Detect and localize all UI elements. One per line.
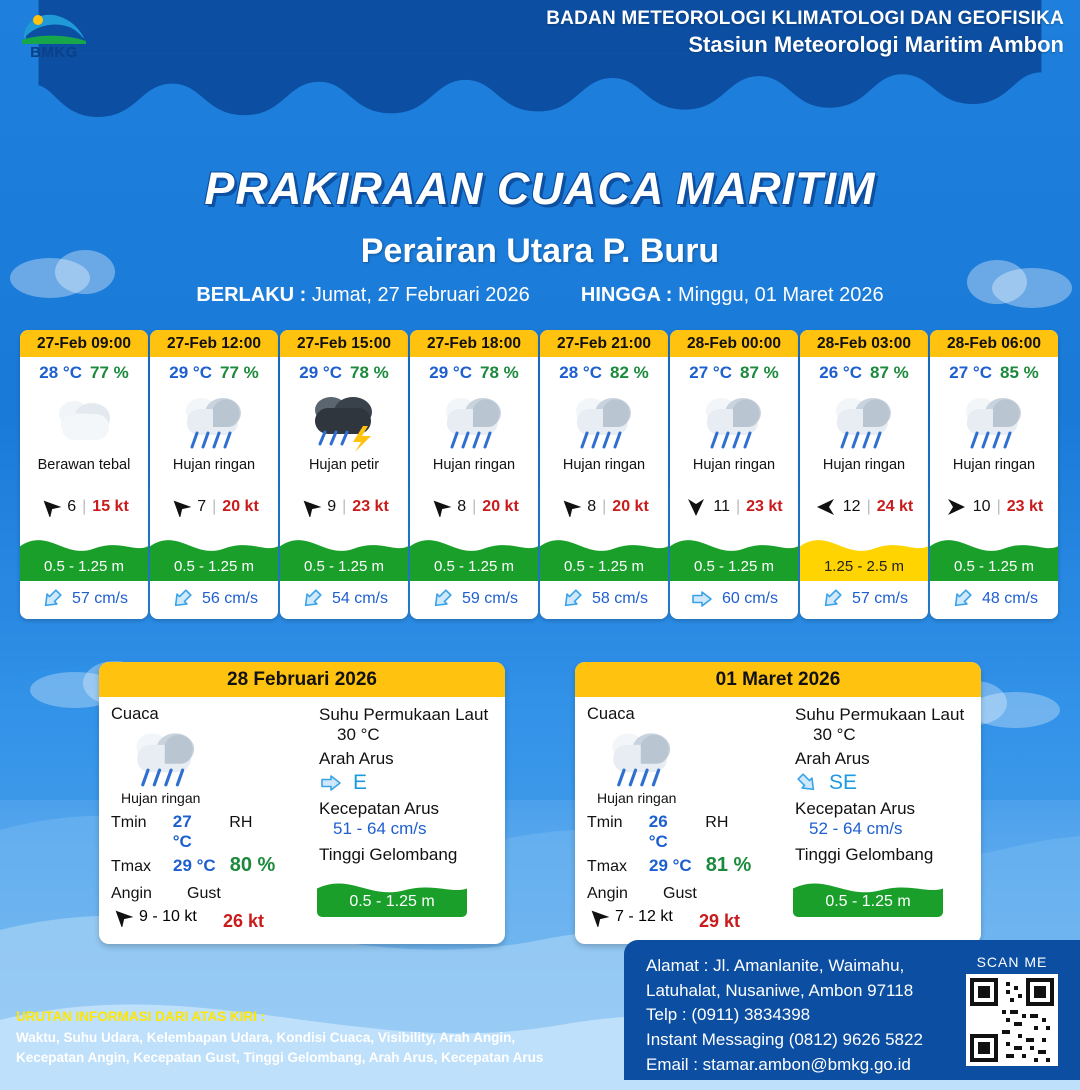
daily-condition: Hujan ringan xyxy=(597,790,677,806)
forecast-card xyxy=(670,330,798,619)
gust-label: Gust xyxy=(187,885,221,902)
weather-condition: Hujan petir xyxy=(308,457,380,473)
relative-humidity: 85 % xyxy=(999,363,1039,382)
wind-visibility: 8 xyxy=(587,498,597,515)
tmax-value: 29 °C xyxy=(649,856,692,875)
wave-height-box xyxy=(280,525,408,581)
current-direction-value: SE xyxy=(829,771,858,794)
daily-wind-value: 7 - 12 kt xyxy=(615,908,673,925)
daily-wave-box xyxy=(793,871,943,917)
forecast-card xyxy=(410,330,538,619)
daily-summary-card xyxy=(99,662,505,944)
relative-humidity: 87 % xyxy=(739,363,779,382)
wind-speed: 15 kt xyxy=(92,498,129,515)
current-row xyxy=(670,581,798,619)
tmax-label: Tmax xyxy=(111,858,151,875)
daily-wave-value: 0.5 - 1.25 m xyxy=(825,893,911,910)
current-speed: 59 cm/s xyxy=(461,590,518,607)
weather-condition: Hujan ringan xyxy=(692,457,776,473)
forecast-card xyxy=(20,330,148,619)
wind-visibility: 10 xyxy=(972,498,991,515)
relative-humidity: 78 % xyxy=(349,363,389,382)
sst-label: Suhu Permukaan Laut xyxy=(795,705,965,724)
wind-separator: | xyxy=(212,498,217,515)
wave-height-label: Tinggi Gelombang xyxy=(319,845,458,864)
wind-row xyxy=(930,491,1058,525)
temp-humidity-row xyxy=(410,357,538,385)
temp-humidity-row xyxy=(670,357,798,385)
sst-value: 30 °C xyxy=(813,725,856,744)
arrow-sw-icon xyxy=(560,588,584,610)
wind-label: Angin xyxy=(111,885,152,902)
bmkg-logo-text: BMKG xyxy=(30,44,78,61)
address-block xyxy=(646,954,960,1074)
current-direction-row xyxy=(297,771,491,795)
sst-value: 30 °C xyxy=(337,725,380,744)
wind-separator: | xyxy=(866,498,871,515)
weather-icon-box xyxy=(930,385,1058,457)
current-row xyxy=(20,581,148,619)
forecast-time: 27-Feb 12:00 xyxy=(150,330,278,357)
relative-humidity: 87 % xyxy=(869,363,909,382)
wave-height: 1.25 - 2.5 m xyxy=(823,558,905,575)
legend-line-3: Kecepatan Angin, Kecepatan Gust, Tinggi Gelombang, Arah Arus, Kecepatan Arus xyxy=(16,1049,544,1065)
air-temperature: 29 °C xyxy=(169,363,212,382)
valid-from-label: BERLAKU : xyxy=(196,284,307,306)
arrow-nw-icon xyxy=(299,497,321,517)
weather-icon-box xyxy=(540,385,668,457)
wave-height: 0.5 - 1.25 m xyxy=(433,558,515,575)
temp-humidity-row xyxy=(20,357,148,385)
page-header xyxy=(0,0,1080,70)
forecast-time: 27-Feb 09:00 xyxy=(20,330,148,357)
weather-condition: Hujan ringan xyxy=(562,457,646,473)
wind-separator: | xyxy=(735,498,741,515)
current-speed: 56 cm/s xyxy=(201,590,258,607)
wind-separator: | xyxy=(996,498,1001,515)
wind-visibility: 8 xyxy=(457,498,467,515)
current-speed-value: 51 - 64 cm/s xyxy=(333,819,427,838)
arrow-nw-icon xyxy=(169,497,191,517)
daily-date: 01 Maret 2026 xyxy=(575,662,981,697)
wind-row xyxy=(150,491,278,525)
wind-speed: 20 kt xyxy=(482,498,519,515)
wave-height-box xyxy=(410,525,538,581)
daily-wind-value: 9 - 10 kt xyxy=(139,908,197,925)
current-row xyxy=(930,581,1058,619)
tmin-label: Tmin xyxy=(111,814,147,831)
temp-humidity-row xyxy=(150,357,278,385)
wind-separator: | xyxy=(472,498,477,515)
arrow-e-icon xyxy=(690,588,714,610)
footer-contact xyxy=(624,940,1080,1080)
forecast-time: 28-Feb 03:00 xyxy=(800,330,928,357)
wind-row xyxy=(20,491,148,525)
legend-block xyxy=(16,1007,543,1068)
current-speed-label: Kecepatan Arus xyxy=(795,799,916,818)
arrow-sw-icon xyxy=(170,588,194,610)
weather-condition: Hujan ringan xyxy=(172,457,256,473)
wind-visibility: 11 xyxy=(713,498,730,515)
station-name: Stasiun Meteorologi Maritim Ambon xyxy=(688,32,1064,57)
weather-icon-box xyxy=(670,385,798,457)
wave-height: 0.5 - 1.25 m xyxy=(173,558,255,575)
valid-to-value: Minggu, 01 Maret 2026 xyxy=(677,284,884,306)
forecast-time: 27-Feb 21:00 xyxy=(540,330,668,357)
current-row xyxy=(280,581,408,619)
tmin-value: 27 °C xyxy=(172,812,192,851)
wind-speed: 23 kt xyxy=(352,498,389,515)
rh-value: 81 % xyxy=(705,854,752,876)
rain-light-icon xyxy=(957,391,1031,451)
arrow-sw-icon xyxy=(40,588,64,610)
thunderstorm-icon xyxy=(305,390,383,452)
wind-visibility: 7 xyxy=(197,498,207,515)
current-direction-label: Arah Arus xyxy=(795,749,870,768)
wind-separator: | xyxy=(342,498,347,515)
email: Email : stamar.ambon@bmkg.go.id xyxy=(646,1054,911,1074)
qr-block xyxy=(960,954,1064,1070)
daily-weather-label: Cuaca xyxy=(587,705,635,723)
arrow-nw-icon xyxy=(559,497,581,517)
daily-weather-icon-box xyxy=(587,724,767,790)
daily-weather-label: Cuaca xyxy=(111,705,159,723)
relative-humidity: 82 % xyxy=(609,363,649,382)
forecast-time: 27-Feb 18:00 xyxy=(410,330,538,357)
wave-height-box xyxy=(930,525,1058,581)
air-temperature: 28 °C xyxy=(559,363,602,382)
daily-summary-row xyxy=(0,662,1080,944)
weather-icon-box xyxy=(800,385,928,457)
current-direction-row xyxy=(773,771,967,795)
wind-speed: 23 kt xyxy=(746,498,783,515)
qr-code[interactable] xyxy=(966,974,1058,1066)
rain-light-icon xyxy=(827,391,901,451)
forecast-card xyxy=(540,330,668,619)
current-direction-value: E xyxy=(353,771,368,794)
instant-messaging: Instant Messaging (0812) 9626 5822 xyxy=(646,1029,923,1049)
current-speed: 48 cm/s xyxy=(981,590,1038,607)
header-titles xyxy=(546,8,1064,58)
wind-speed: 20 kt xyxy=(222,498,259,515)
current-speed-label: Kecepatan Arus xyxy=(319,799,440,818)
forecast-card xyxy=(150,330,278,619)
current-speed-value: 52 - 64 cm/s xyxy=(809,819,903,838)
wind-visibility: 9 xyxy=(327,498,337,515)
sst-label: Suhu Permukaan Laut xyxy=(319,705,489,724)
current-row xyxy=(800,581,928,619)
temp-humidity-row xyxy=(540,357,668,385)
arrow-e-icon xyxy=(319,772,343,794)
current-row xyxy=(410,581,538,619)
validity-row xyxy=(0,284,1080,307)
weather-icon-box xyxy=(20,385,148,457)
current-row xyxy=(150,581,278,619)
qr-code-icon xyxy=(970,978,1054,1062)
temp-humidity-row xyxy=(800,357,928,385)
daily-weather-icon-box xyxy=(111,724,291,790)
current-row xyxy=(540,581,668,619)
address-line-1: Alamat : Jl. Amanlanite, Waimahu, xyxy=(646,956,905,975)
page-subtitle: Perairan Utara P. Buru xyxy=(360,232,720,270)
daily-wind xyxy=(587,907,699,927)
tmax-value: 29 °C xyxy=(173,856,216,875)
rain-light-icon xyxy=(697,391,771,451)
scan-me-label: SCAN ME xyxy=(976,954,1048,970)
forecast-card xyxy=(930,330,1058,619)
daily-date: 28 Februari 2026 xyxy=(99,662,505,697)
wind-speed: 23 kt xyxy=(1006,498,1044,515)
relative-humidity: 77 % xyxy=(219,363,259,382)
wave-height: 0.5 - 1.25 m xyxy=(953,558,1035,575)
wind-row xyxy=(800,491,928,525)
wind-separator: | xyxy=(82,498,87,515)
temp-humidity-row xyxy=(280,357,408,385)
rain-light-icon xyxy=(567,391,641,451)
rain-light-icon xyxy=(603,726,681,789)
weather-condition: Hujan ringan xyxy=(822,457,906,473)
arrow-nw-icon xyxy=(39,497,61,517)
legend-line-1: URUTAN INFORMASI DARI ATAS KIRI : xyxy=(16,1009,266,1025)
arrow-w-icon xyxy=(815,497,837,517)
cloudy-icon xyxy=(48,392,120,450)
wind-visibility: 6 xyxy=(67,498,77,515)
rain-light-icon xyxy=(437,391,511,451)
wind-speed: 20 kt xyxy=(612,498,649,515)
agency-name: BADAN METEOROLOGI KLIMATOLOGI DAN GEOFISIKA xyxy=(546,8,1064,29)
arrow-sw-icon xyxy=(820,588,844,610)
gust-label: Gust xyxy=(663,885,697,902)
relative-humidity: 78 % xyxy=(479,363,519,382)
valid-from-value: Jumat, 27 Februari 2026 xyxy=(311,284,530,306)
air-temperature: 29 °C xyxy=(299,363,342,382)
wave-height-box xyxy=(20,525,148,581)
air-temperature: 27 °C xyxy=(689,363,732,382)
temp-humidity-row xyxy=(930,357,1058,385)
wind-separator: | xyxy=(602,498,607,515)
wave-height-box xyxy=(150,525,278,581)
tmin-label: Tmin xyxy=(587,814,623,831)
forecast-time: 27-Feb 15:00 xyxy=(280,330,408,357)
weather-condition: Hujan ringan xyxy=(432,457,516,473)
address-line-2: Latuhalat, Nusaniwe, Ambon 97118 xyxy=(646,980,914,1000)
arrow-nw-icon xyxy=(587,907,609,927)
wave-height: 0.5 - 1.25 m xyxy=(693,558,775,575)
weather-icon-box xyxy=(280,385,408,457)
arrow-sw-icon xyxy=(300,588,324,610)
wind-row xyxy=(410,491,538,525)
daily-wind xyxy=(111,907,223,927)
current-speed: 57 cm/s xyxy=(71,590,128,607)
wind-speed: 24 kt xyxy=(876,498,914,515)
air-temperature: 27 °C xyxy=(949,363,992,382)
tmin-value: 26 °C xyxy=(648,812,668,851)
page-title: PRAKIRAAN CUACA MARITIM xyxy=(204,163,876,214)
wind-visibility: 12 xyxy=(842,498,861,515)
daily-gust-value: 29 kt xyxy=(699,911,741,931)
forecast-time: 28-Feb 06:00 xyxy=(930,330,1058,357)
arrow-e-icon xyxy=(945,497,967,517)
current-speed: 58 cm/s xyxy=(591,590,648,607)
weather-icon-box xyxy=(410,385,538,457)
tmax-label: Tmax xyxy=(587,858,627,875)
wave-height: 0.5 - 1.25 m xyxy=(563,558,645,575)
wave-height-box xyxy=(670,525,798,581)
weather-condition: Berawan tebal xyxy=(37,457,131,473)
weather-icon-box xyxy=(150,385,278,457)
forecast-card xyxy=(280,330,408,619)
wave-height-box xyxy=(540,525,668,581)
rh-label: RH xyxy=(705,814,729,831)
rain-light-icon xyxy=(177,391,251,451)
relative-humidity: 77 % xyxy=(89,363,129,382)
arrow-se-icon xyxy=(795,772,819,794)
air-temperature: 28 °C xyxy=(39,363,82,382)
rain-light-icon xyxy=(127,726,205,789)
legend-line-2: Waktu, Suhu Udara, Kelembapan Udara, Kondisi Cuaca, Visibility, Arah Angin, xyxy=(16,1029,516,1045)
rh-label: RH xyxy=(229,814,253,831)
valid-to-label: HINGGA : xyxy=(580,284,673,306)
current-speed: 60 cm/s xyxy=(721,590,778,607)
forecast-time: 28-Feb 00:00 xyxy=(670,330,798,357)
daily-summary-card xyxy=(575,662,981,944)
daily-condition: Hujan ringan xyxy=(121,790,201,806)
daily-wave-box xyxy=(317,871,467,917)
forecast-card-row xyxy=(20,330,1064,619)
daily-gust-value: 26 kt xyxy=(223,911,265,931)
rh-value: 80 % xyxy=(229,854,276,876)
wind-label: Angin xyxy=(587,885,628,902)
forecast-card xyxy=(800,330,928,619)
bmkg-logo xyxy=(14,8,94,66)
current-direction-label: Arah Arus xyxy=(319,749,394,768)
telephone: Telp : (0911) 3834398 xyxy=(646,1005,811,1025)
arrow-sw-icon xyxy=(950,588,974,610)
wind-row xyxy=(670,491,798,525)
wind-row xyxy=(540,491,668,525)
arrow-sw-icon xyxy=(430,588,454,610)
current-speed: 54 cm/s xyxy=(331,590,388,607)
wave-height-box xyxy=(800,525,928,581)
daily-wave-value: 0.5 - 1.25 m xyxy=(349,893,435,910)
arrow-s-icon xyxy=(685,497,707,517)
wave-height: 0.5 - 1.25 m xyxy=(303,558,385,575)
weather-condition: Hujan ringan xyxy=(952,457,1036,473)
air-temperature: 29 °C xyxy=(429,363,472,382)
air-temperature: 26 °C xyxy=(819,363,862,382)
bmkg-logo-icon xyxy=(18,8,90,46)
arrow-nw-icon xyxy=(429,497,451,517)
wind-row xyxy=(280,491,408,525)
wave-height-label: Tinggi Gelombang xyxy=(795,845,934,864)
wave-height: 0.5 - 1.25 m xyxy=(43,558,125,575)
current-speed: 57 cm/s xyxy=(851,590,908,607)
arrow-nw-icon xyxy=(111,907,133,927)
